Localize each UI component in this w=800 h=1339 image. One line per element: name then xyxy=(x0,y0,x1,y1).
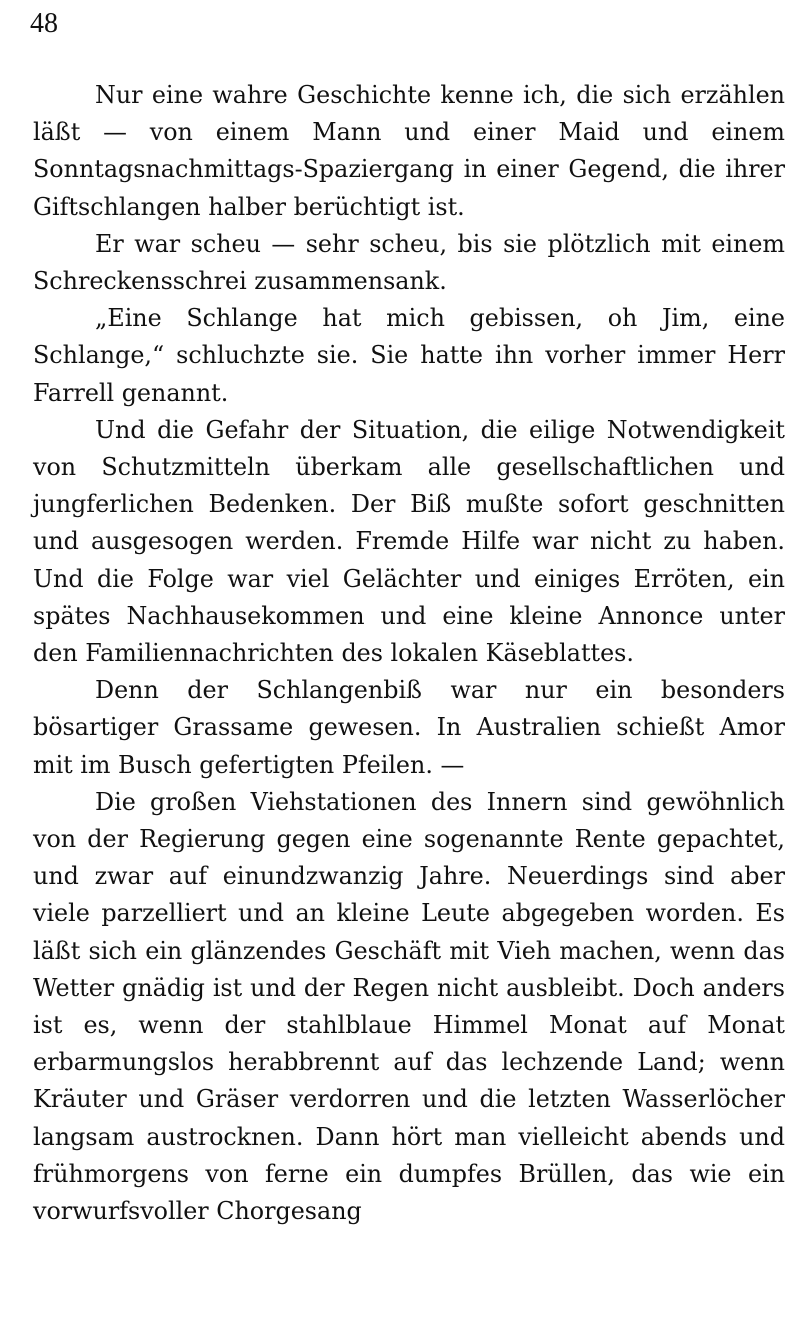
paragraph: Er war scheu — sehr scheu, bis sie plötzlich mit einem Schreckensschrei zusammensank. xyxy=(33,229,785,296)
paragraph: Und die Gefahr der Situation, die eilige Notwendigkeit von Schutzmitteln überkam alle gesellschaftlichen und jungferlichen Bedenken. Der Biß mußte sofort geschnitten und ausgesogen werden. Fremde Hilfe war nicht zu haben. Und die Folge war viel Gelächter und einiges Erröten, ein spätes Nachhausekommen und eine kleine Annonce unter den Familiennachrichten des lokalen Käseblattes. xyxy=(33,415,785,668)
paragraph: Denn der Schlangenbiß war nur ein besonders bösartiger Grassame gewesen. In Australien schießt Amor mit im Busch gefertigten Pfeilen. — xyxy=(33,676,785,779)
page-number: 48 xyxy=(30,8,58,39)
body-text xyxy=(33,77,785,1230)
paragraph: Nur eine wahre Geschichte kenne ich, die sich erzählen läßt — von einem Mann und einer Maid und einem Sonntagsnachmittags-Spaziergang in einer Gegend, die ihrer Giftschlangen halber berüchtigt ist. xyxy=(33,81,785,221)
paragraph: „Eine Schlange hat mich gebissen, oh Jim, eine Schlange,“ schluchzte sie. Sie hatte ihn vorher immer Herr Farrell genannt. xyxy=(33,304,785,407)
paragraph: Die großen Viehstationen des Innern sind gewöhnlich von der Regierung gegen eine sogenannte Rente gepachtet, und zwar auf einundzwanzig Jahre. Neuerdings sind aber viele parzelliert und an kleine Leute abgegeben worden. Es läßt sich ein glänzendes Geschäft mit Vieh machen, wenn das Wetter gnädig ist und der Regen nicht ausbleibt. Doch anders ist es, wenn der stahlblaue Himmel Monat auf Monat erbarmungslos herabbrennt auf das lechzende Land; wenn Kräuter und Gräser verdorren und die letzten Wasserlöcher langsam austrocknen. Dann hört man vielleicht abends und frühmorgens von ferne ein dumpfes Brüllen, das wie ein vorwurfsvoller Chorgesang xyxy=(33,787,785,1226)
